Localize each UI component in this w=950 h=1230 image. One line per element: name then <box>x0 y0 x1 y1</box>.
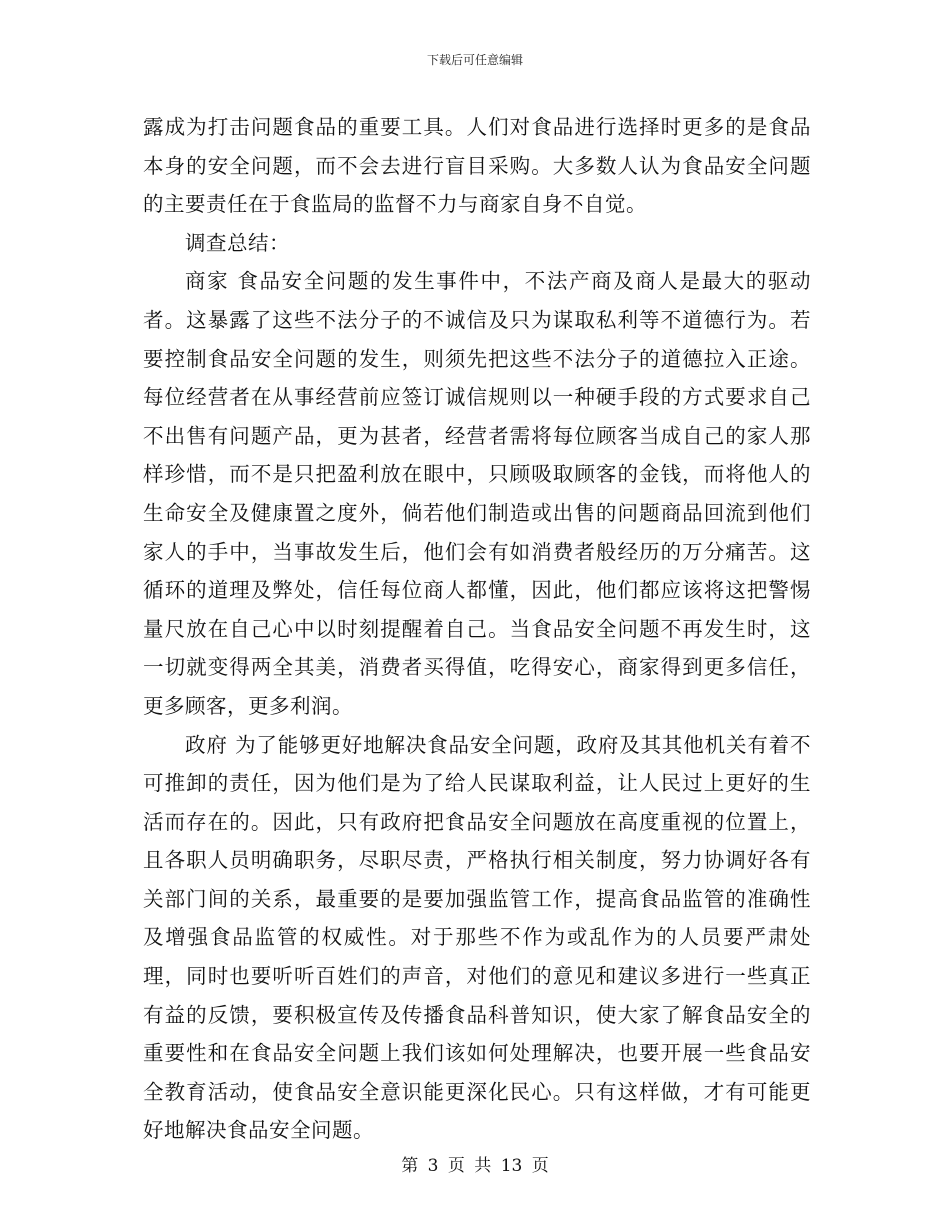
page-footer: 第 3 页 共 13 页 <box>401 1156 549 1176</box>
paragraph-government: 政府 为了能够更好地解决食品安全问题，政府及其其他机关有着不可推卸的责任，因为他们是为了给人民谋取利益，让人民过上更好的生活而存在的。因此，只有政府把食品安全问题放在高度重视的位置上，且各职人员明确职务，尽职尽责，严格执行相关制度，努力协调好各有关部门间的关系，最重要的是要加强监管工作，提高食品监管的准确性及增强食品监管的权威性。对于那些不作为或乱作为的人员要严肃处理，同时也要听听百姓们的声音，对他们的意见和建议多进行一些真正有益的反馈，要积极宣传及传播食品科普知识，使大家了解食品安全的重要性和在食品安全问题上我们该如何处理解决，也要开展一些食品安全教育活动，使食品安全意识能更深化民心。只有这样做，才有可能更好地解决食品安全问题。 <box>143 732 811 1143</box>
document-body <box>143 108 811 1150</box>
paragraph-merchants: 商家 食品安全问题的发生事件中，不法产商及商人是最大的驱动者。这暴露了这些不法分子的不诚信及只为谋取私利等不道德行为。若要控制食品安全问题的发生，则须先把这些不法分子的道德拉入正途。每位经营者在从事经营前应签订诚信规则以一种硬手段的方式要求自己不出售有问题产品，更为甚者，经营者需将每位顾客当成自己的家人那样珍惜，而不是只把盈利放在眼中，只顾吸取顾客的金钱，而将他人的生命安全及健康置之度外，倘若他们制造或出售的问题商品回流到他们家人的手中，当事故发生后，他们会有如消费者般经历的万分痛苦。这循环的道理及弊处，信任每位商人都懂，因此，他们都应该将这把警惕量尺放在自己心中以时刻提醒着自己。当食品安全问题不再发生时，这一切就变得两全其美，消费者买得值，吃得安心，商家得到更多信任，更多顾客，更多利润。 <box>143 269 811 718</box>
page-header: 下载后可任意编辑 <box>426 53 523 67</box>
paragraph-intro: 露成为打击问题食品的重要工具。人们对食品进行选择时更多的是食品本身的安全问题，而不会去进行盲目采购。大多数人认为食品安全问题的主要责任在于食监局的监督不力与商家自身不自觉。 <box>143 115 811 217</box>
paragraph-survey-summary-heading: 调查总结： <box>185 230 291 255</box>
